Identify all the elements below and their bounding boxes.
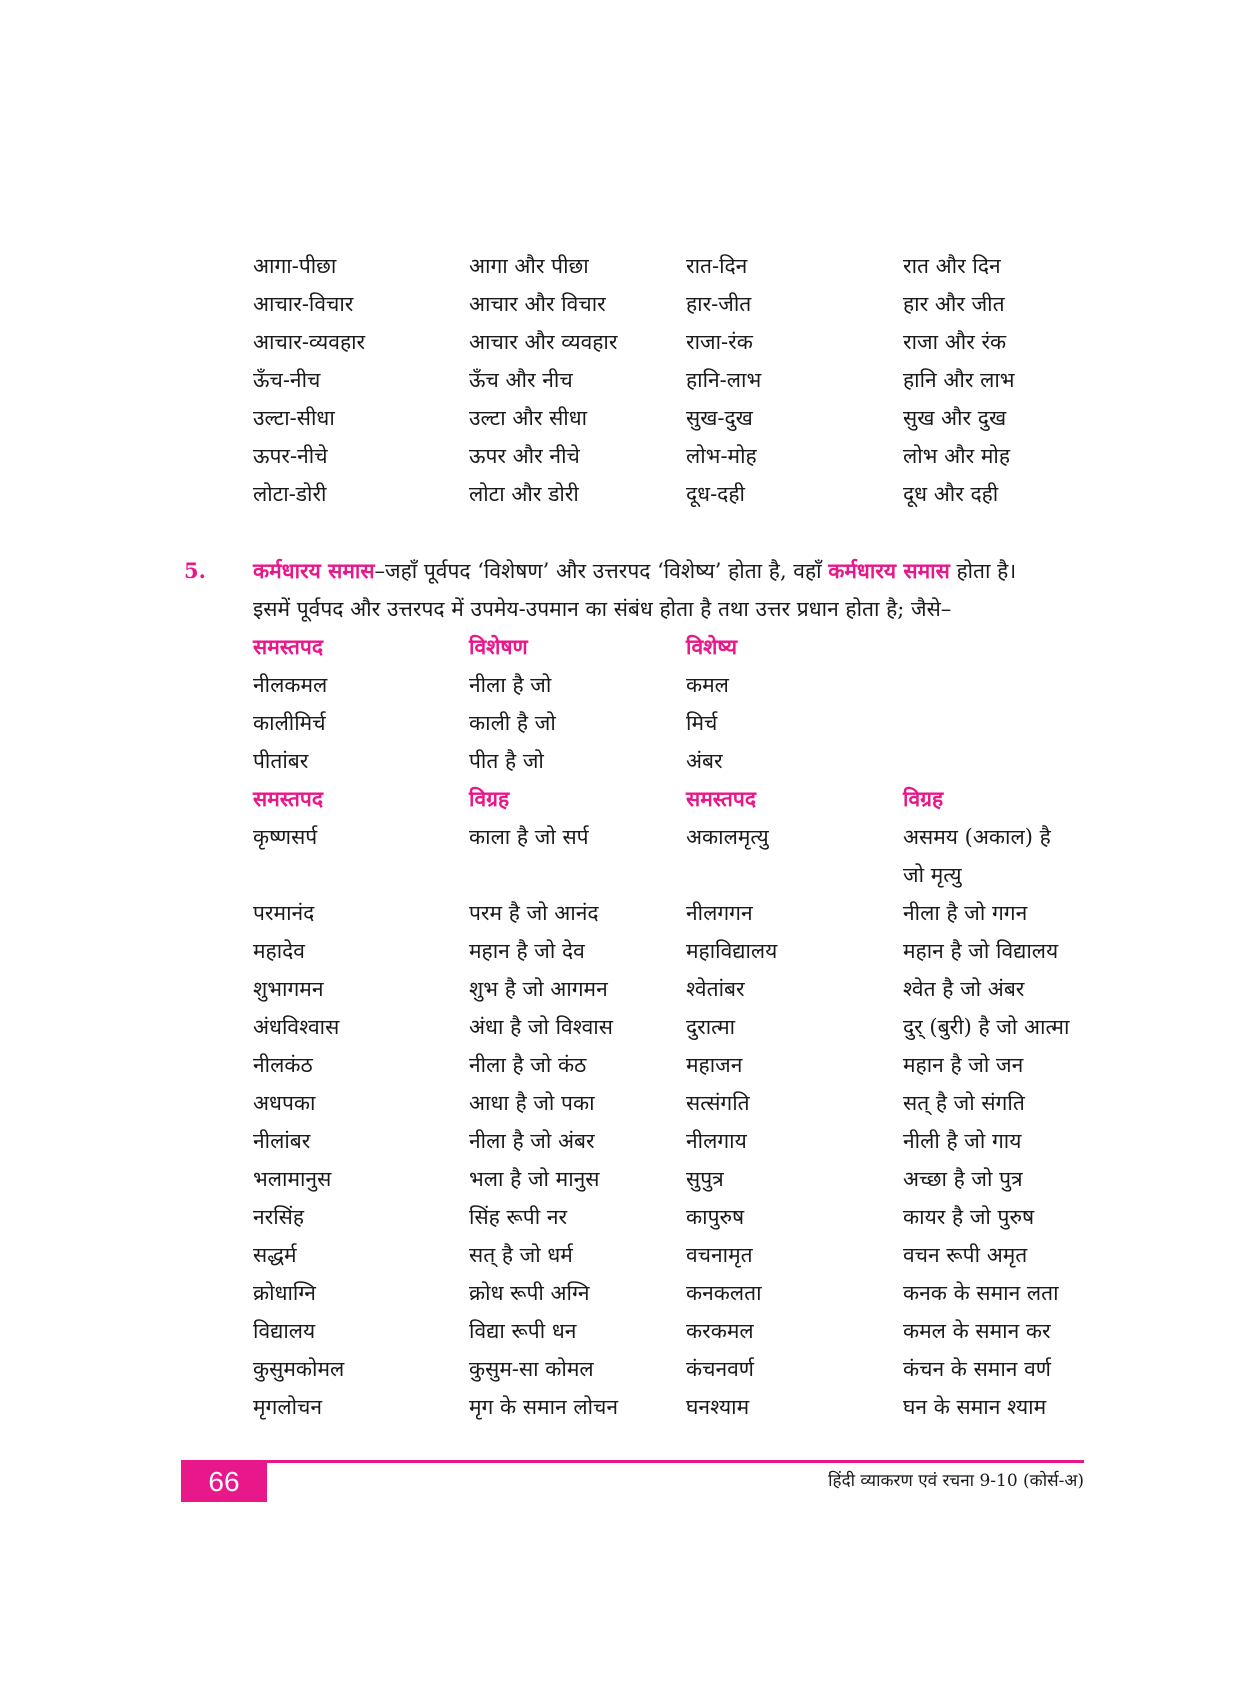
table-cell: करकमल (686, 1319, 754, 1343)
table-cell: कालीमिर्च (253, 711, 326, 735)
table-row (0, 1198, 1260, 1236)
table-cell: वचन रूपी अमृत (903, 1243, 1028, 1267)
table-cell: सत् है जो धर्म (469, 1243, 573, 1267)
table-cell: सत् है जो संगति (903, 1091, 1025, 1115)
table-cell: सद्धर्म (253, 1243, 297, 1267)
table-cell: नीला है जो गगन (903, 901, 1028, 925)
table-cell: नरसिंह (253, 1205, 305, 1229)
table-row (0, 1236, 1260, 1274)
table-cell: भला है जो मानुस (469, 1167, 600, 1191)
table-cell: सिंह रूपी नर (469, 1205, 568, 1229)
table-cell: वचनामृत (686, 1243, 753, 1267)
table-cell: श्वेतांबर (686, 977, 745, 1001)
table-cell: भलामानुस (253, 1167, 332, 1191)
table-row (0, 894, 1260, 932)
table-cell: मृग के समान लोचन (469, 1395, 619, 1419)
table-cell: महान है जो देव (469, 939, 585, 963)
table-cell: महान है जो जन (903, 1053, 1024, 1077)
table-cell: रात-दिन (686, 254, 748, 278)
table-cell: आधा है जो पका (469, 1091, 595, 1115)
paragraph-line (253, 552, 1083, 590)
table-cell: कनकलता (686, 1281, 762, 1305)
table-cell: दूध और दही (903, 482, 999, 506)
table-cell: नीलगाय (686, 1129, 747, 1153)
column-header: विशेषण (469, 634, 528, 659)
table-cell: राजा-रंक (686, 330, 753, 354)
table-cell: आचार और व्यवहार (469, 330, 618, 354)
table-cell: नीलगगन (686, 901, 753, 925)
table-cell: आगा और पीछा (469, 254, 589, 278)
table-cell: कापुरुष (686, 1205, 745, 1229)
table-row (0, 1388, 1260, 1426)
table-cell: कुसुमकोमल (253, 1357, 345, 1381)
table-cell: शुभागमन (253, 977, 324, 1001)
table-cell: घनश्याम (686, 1395, 750, 1419)
section-number: 5. (184, 558, 206, 583)
table-cell: क्रोध रूपी अग्नि (469, 1281, 590, 1305)
footer-divider (181, 1460, 1084, 1463)
column-header: विग्रह (903, 786, 944, 811)
table-cell: कायर है जो पुरुष (903, 1205, 1035, 1229)
table-cell: महाविद्यालय (686, 939, 778, 963)
table-cell: महादेव (253, 939, 305, 963)
table-cell: उल्टा और सीधा (469, 406, 588, 430)
table-cell: राजा और रंक (903, 330, 1007, 354)
table-cell: अंबर (686, 749, 723, 773)
table-row (0, 1350, 1260, 1388)
table-cell: आगा-पीछा (253, 254, 337, 278)
table-cell: अकालमृत्यु (686, 825, 769, 849)
table-cell: कंचनवर्ण (686, 1357, 754, 1381)
table-cell: विद्या रूपी धन (469, 1319, 577, 1343)
table-cell: हार और जीत (903, 292, 1005, 316)
table-cell: हानि-लाभ (686, 368, 762, 392)
column-header: समस्तपद (253, 786, 323, 811)
section-paragraph (0, 552, 1260, 590)
table-cell: नीला है जो अंबर (469, 1129, 595, 1153)
table-cell: नीलांबर (253, 1129, 311, 1153)
table-cell: ऊँच और नीच (469, 368, 573, 392)
table-cell: हार-जीत (686, 292, 752, 316)
term-highlight: कर्मधारय समास (253, 558, 375, 583)
table-cell: अच्छा है जो पुत्र (903, 1167, 1023, 1191)
table-cell: कृष्णसर्प (253, 825, 318, 849)
table-header-row (0, 628, 1260, 666)
table-cell: आचार और विचार (469, 292, 606, 316)
table-cell: अधपका (253, 1091, 316, 1115)
table-row (0, 704, 1260, 742)
paragraph-text: होता है। (949, 559, 1017, 583)
table-row (0, 475, 1260, 513)
table-cell: कुसुम-सा कोमल (469, 1357, 594, 1381)
table-row-continuation (0, 856, 1260, 894)
book-title: हिंदी व्याकरण एवं रचना 9-10 (कोर्स-अ) (828, 1471, 1084, 1491)
table-cell: लोटा-डोरी (253, 482, 327, 506)
table-cell: विद्यालय (253, 1319, 316, 1343)
table-row (0, 1122, 1260, 1160)
table-cell: महाजन (686, 1053, 743, 1077)
table-row (0, 361, 1260, 399)
table-cell: मृगलोचन (253, 1395, 323, 1419)
table-row (0, 399, 1260, 437)
table-row (0, 818, 1260, 856)
table-row (0, 1274, 1260, 1312)
table-cell: हानि और लाभ (903, 368, 1015, 392)
table-cell: महान है जो विद्यालय (903, 939, 1059, 963)
table-cell: पीतांबर (253, 749, 309, 773)
page-number: 66 (181, 1462, 267, 1502)
column-header: समस्तपद (686, 786, 756, 811)
table-cell: उल्टा-सीधा (253, 406, 335, 430)
table-cell: आचार-विचार (253, 292, 354, 316)
paragraph-text: –जहाँ पूर्वपद ‘विशेषण’ और उत्तरपद ‘विशेष्य’ होता है, वहाँ (374, 559, 829, 583)
table-row (0, 932, 1260, 970)
column-header: विशेष्य (686, 634, 738, 659)
table-row (0, 323, 1260, 361)
table-cell: पीत है जो (469, 749, 544, 773)
table-cell: ऊपर और नीचे (469, 444, 580, 468)
table-cell: कमल के समान कर (903, 1319, 1051, 1343)
table-cell: नीलकमल (253, 673, 328, 697)
table-row (0, 1160, 1260, 1198)
table-row (0, 1312, 1260, 1350)
table-row (0, 247, 1260, 285)
column-header: समस्तपद (253, 634, 323, 659)
table-cell: आचार-व्यवहार (253, 330, 366, 354)
table-cell: मिर्च (686, 711, 718, 735)
table-cell: सुख-दुख (686, 406, 753, 430)
table-row (0, 1084, 1260, 1122)
table-cell: नीला है जो (469, 673, 552, 697)
table-cell: अंधविश्वास (253, 1015, 340, 1039)
table-cell: लोभ-मोह (686, 444, 757, 468)
table-cell: शुभ है जो आगमन (469, 977, 608, 1001)
table-cell: दूध-दही (686, 482, 745, 506)
table-cell: परम है जो आनंद (469, 901, 599, 925)
table-cell: असमय (अकाल) है (903, 825, 1051, 849)
table-cell: नीला है जो कंठ (469, 1053, 587, 1077)
table-row (0, 666, 1260, 704)
table-cell: सत्संगति (686, 1091, 750, 1115)
table-cell: काली है जो (469, 711, 556, 735)
table-row (0, 1046, 1260, 1084)
table-row (0, 742, 1260, 780)
paragraph-text: इसमें पूर्वपद और उत्तरपद में उपमेय-उपमान का संबंध होता है तथा उत्तर प्रधान होता है; जैसे– (253, 597, 952, 621)
table-row (0, 1008, 1260, 1046)
table-cell: लोभ और मोह (903, 444, 1011, 468)
table-header-row (0, 780, 1260, 818)
table-cell: कमल (686, 673, 729, 697)
table-row (0, 437, 1260, 475)
table-cell: घन के समान श्याम (903, 1395, 1047, 1419)
table-cell: नीली है जो गाय (903, 1129, 1022, 1153)
table-cell: सुख और दुख (903, 406, 1007, 430)
column-header: विग्रह (469, 786, 510, 811)
table-cell: श्वेत है जो अंबर (903, 977, 1025, 1001)
table-cell: कंचन के समान वर्ण (903, 1357, 1051, 1381)
table-cell: अंधा है जो विश्वास (469, 1015, 613, 1039)
table-cell: दुर् (बुरी) है जो आत्मा (903, 1015, 1070, 1039)
table-cell: परमानंद (253, 901, 315, 925)
table-row (0, 970, 1260, 1008)
table-cell: जो मृत्यु (903, 863, 962, 887)
table-cell: नीलकंठ (253, 1053, 313, 1077)
table-cell: लोटा और डोरी (469, 482, 579, 506)
table-cell: रात और दिन (903, 254, 1001, 278)
table-cell: क्रोधाग्नि (253, 1281, 316, 1305)
table-cell: ऊपर-नीचे (253, 444, 328, 468)
table-cell: काला है जो सर्प (469, 825, 589, 849)
table-cell: ऊँच-नीच (253, 368, 321, 392)
table-row (0, 285, 1260, 323)
table-cell: दुरात्मा (686, 1015, 736, 1039)
term-highlight: कर्मधारय समास (828, 558, 950, 583)
table-cell: कनक के समान लता (903, 1281, 1059, 1305)
table-cell: सुपुत्र (686, 1167, 724, 1191)
section-paragraph-line2 (0, 590, 1260, 628)
